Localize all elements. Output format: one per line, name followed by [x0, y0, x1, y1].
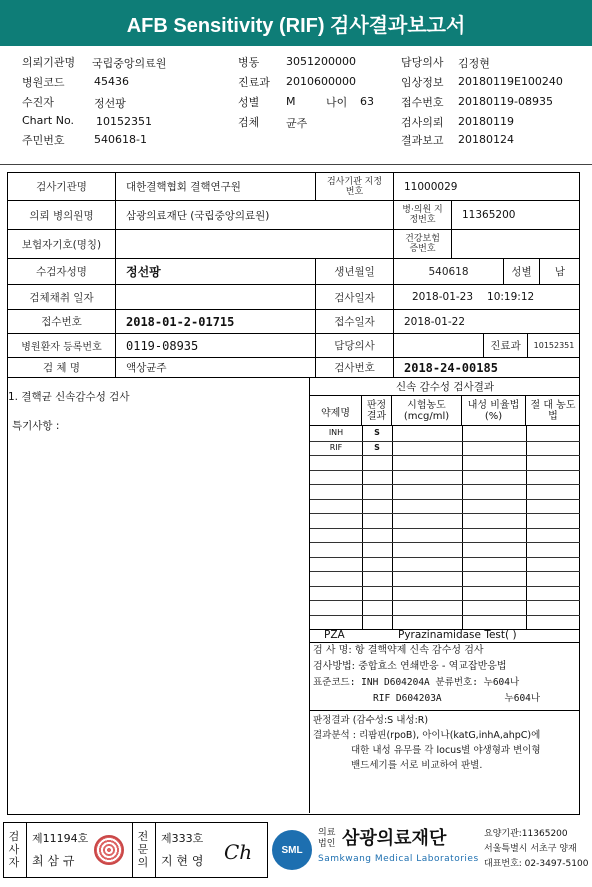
- pza-value: Pyrazinamidase Test( ): [398, 629, 517, 641]
- drug-name-rif: RIF: [329, 443, 343, 452]
- value-age: 63: [360, 95, 374, 108]
- result-grid-row-line: [310, 513, 580, 514]
- analysis-line3: 밴드세기를 서로 비교하여 판별.: [351, 760, 483, 771]
- result-grid-row-line: [310, 499, 580, 500]
- value-inst-code: 11000029: [394, 173, 580, 201]
- col-drug: 약제명: [310, 396, 362, 426]
- result-grid-row-line: [310, 484, 580, 485]
- specialist-name: 지 현 영: [161, 854, 204, 868]
- label-resident-no: 주민번호: [22, 134, 65, 147]
- value-result-report: 20180124: [458, 133, 514, 146]
- label-hospital-code: 병원코드: [22, 76, 65, 89]
- label-test-no: 검사번호: [316, 358, 394, 378]
- label-accept-date: 접수일자: [316, 310, 394, 334]
- label-tester: 검사자: [8, 830, 20, 869]
- label-requesting-org: 의뢰기관명: [22, 56, 76, 69]
- org-name: 삼광의료재단: [342, 828, 447, 849]
- value-ward: 3051200000: [286, 55, 356, 68]
- report-form: [7, 172, 580, 815]
- value-hospital-code: 45436: [94, 75, 129, 88]
- method-method-line: 검사방법: 중합효소 연쇄반응 - 역교잡반응법: [313, 661, 507, 672]
- value-requesting-org: 국립중앙의료원: [92, 57, 167, 70]
- tester-seal-icon: [94, 835, 124, 865]
- label-requesting-hospital: 의뢰 병의원명: [8, 201, 116, 230]
- result-grid-row-line: [310, 600, 580, 601]
- header-divider: [0, 164, 592, 165]
- label-insurer: 보험자기호(명칭): [8, 230, 116, 259]
- label-gender: 성별: [504, 259, 540, 285]
- divider: [26, 822, 27, 878]
- left-section-title: 1. 결핵균 신속감수성 검사: [8, 391, 130, 403]
- org-address: 서울특별시 서초구 양재: [484, 844, 577, 854]
- results-rows: [310, 426, 580, 629]
- org-english-name: Samkwang Medical Laboratories: [318, 854, 479, 864]
- value-sex: M: [286, 95, 296, 108]
- org-phone: 대표번호: 02-3497-5100: [484, 859, 589, 869]
- pza-row: [310, 629, 580, 643]
- value-specimen-name: 액상균주: [116, 358, 316, 378]
- care-institution-no: 요양기관:11365200: [484, 829, 568, 839]
- result-grid-row-line: [310, 441, 580, 442]
- tester-name: 최 삼 규: [32, 854, 75, 868]
- result-grid-row-line: [310, 455, 580, 456]
- label-specimen: 검체: [238, 116, 260, 129]
- value-gender: 남: [540, 259, 580, 285]
- value-test-no: 2018-24-00185: [394, 358, 580, 378]
- label-test-request: 검사의뢰: [401, 116, 444, 129]
- method-name-line: 검 사 명: 항 결핵약제 신속 감수성 검사: [313, 645, 484, 656]
- label-specimen-name: 검 체 명: [8, 358, 116, 378]
- label-inst-code: 검사기관 지정번호: [316, 173, 394, 201]
- value-examinee-name: 정선팡: [116, 259, 316, 285]
- corp-label: 의료 법인: [318, 828, 336, 849]
- results-header: [310, 396, 580, 426]
- result-grid-row-line: [310, 615, 580, 616]
- label-health-insurance-no: 건강보험 증번호: [394, 230, 452, 259]
- results-panel: [310, 378, 580, 813]
- left-panel: [8, 378, 310, 813]
- value-doctor: 김정현: [458, 57, 490, 70]
- value-birth-date: 540618: [394, 259, 504, 285]
- analysis-line2: 대한 내성 유무를 각 locus별 야생형과 변이형: [351, 745, 541, 756]
- result-grid-row-line: [310, 528, 580, 529]
- label-dept: 진료과: [484, 334, 528, 358]
- label-doctor: 담당의사: [401, 56, 444, 69]
- method-code-line2: RIF D604203A 누604나: [373, 693, 541, 704]
- specialist-license-no: 제333호: [161, 832, 204, 845]
- value-clinical-info: 20180119E100240: [458, 75, 563, 88]
- label-specialist: 전문의: [137, 830, 149, 869]
- value-health-insurance-no: [452, 230, 580, 259]
- label-clinical-info: 임상정보: [401, 76, 444, 89]
- header-info: [0, 46, 592, 164]
- value-requesting-hospital: 삼광의료재단 (국립중앙의료원): [116, 201, 394, 230]
- value-collection-date: [116, 285, 316, 310]
- label-birth-date: 생년월일: [316, 259, 394, 285]
- value-accept-no: 2018-01-2-01715: [116, 310, 316, 334]
- divider: [155, 822, 156, 878]
- col-judgement: 판정 결과: [362, 396, 392, 426]
- remarks-label: 특기사항 :: [12, 420, 60, 432]
- result-grid-row-line: [310, 542, 580, 543]
- col-absolute-conc: 절 대 농도법: [530, 400, 576, 422]
- label-result-report: 결과보고: [401, 134, 444, 147]
- value-specimen: 균주: [286, 117, 308, 130]
- label-collection-date: 검체채취 일자: [8, 285, 116, 310]
- label-inst-name: 검사기관명: [8, 173, 116, 201]
- method-code-line1: 표준코드: INH D604204A 분류번호: 누604나: [313, 677, 520, 688]
- value-dept: 10152351: [528, 334, 580, 358]
- value-department: 2010600000: [286, 75, 356, 88]
- value-test-date: 2018-01-23: [412, 291, 474, 303]
- value-accept-date: 2018-01-22: [394, 310, 580, 334]
- judge-line: 판정결과 (감수성:S 내성:R): [313, 715, 429, 726]
- drug-name-inh: INH: [328, 428, 344, 437]
- specialist-signature: Ch: [224, 840, 253, 864]
- value-receipt-no: 20180119-08935: [458, 95, 553, 108]
- sml-logo-icon: SML: [272, 830, 312, 870]
- label-patient: 수진자: [22, 96, 54, 109]
- divider: [132, 822, 133, 878]
- result-grid-row-line: [310, 470, 580, 471]
- value-insurer: [116, 230, 394, 259]
- report-title: AFB Sensitivity (RIF) 검사결과보고서: [0, 0, 592, 46]
- value-inst-name: 대한결핵협회 결핵연구원: [116, 173, 316, 201]
- label-test-date: 검사일자: [316, 285, 394, 310]
- label-department: 진료과: [238, 76, 270, 89]
- result-grid-row-line: [310, 586, 580, 587]
- analysis-block: [310, 713, 580, 773]
- value-patient: 정선팡: [94, 97, 126, 110]
- label-patient-reg-no: 병원환자 등록번호: [8, 334, 116, 358]
- value-hospital-designation: 11365200: [452, 201, 580, 230]
- analysis-line1: 결과분석 : 리팜핀(rpoB), 아이나(katG,inhA,ahpC)에: [313, 730, 541, 741]
- label-examinee-name: 수검자성명: [8, 259, 116, 285]
- value-patient-reg-no: 0119-08935: [116, 334, 316, 358]
- label-receipt-no: 접수번호: [401, 96, 444, 109]
- label-age: 나이: [326, 96, 348, 109]
- value-test-request: 20180119: [458, 115, 514, 128]
- value-chart-no: 10152351: [96, 115, 152, 128]
- col-test-conc: 시험농도 (mcg/ml): [392, 396, 462, 426]
- method-block: [310, 643, 580, 711]
- value-test-time: 10:19:12: [487, 291, 535, 303]
- label-attending-doctor: 담당의사: [316, 334, 394, 358]
- tester-license-no: 제11194호: [32, 832, 89, 845]
- label-chart-no: Chart No.: [22, 114, 74, 127]
- test-datetime: [394, 285, 580, 310]
- label-accept-no: 접수번호: [8, 310, 116, 334]
- result-rif: S: [374, 443, 380, 452]
- pza-label: PZA: [324, 629, 345, 641]
- label-hospital-designation: 병·의원 지정번호: [394, 201, 452, 230]
- value-attending-doctor: [394, 334, 484, 358]
- value-resident-no: 540618-1: [94, 133, 147, 146]
- label-ward: 병동: [238, 56, 260, 69]
- result-inh: S: [374, 428, 380, 437]
- results-title: 신속 감수성 검사결과: [310, 378, 580, 396]
- col-resistance-ratio: 내성 비율법(%): [462, 396, 526, 426]
- footer: [0, 820, 592, 887]
- result-grid-row-line: [310, 571, 580, 572]
- result-grid-row-line: [310, 557, 580, 558]
- label-sex: 성별: [238, 96, 260, 109]
